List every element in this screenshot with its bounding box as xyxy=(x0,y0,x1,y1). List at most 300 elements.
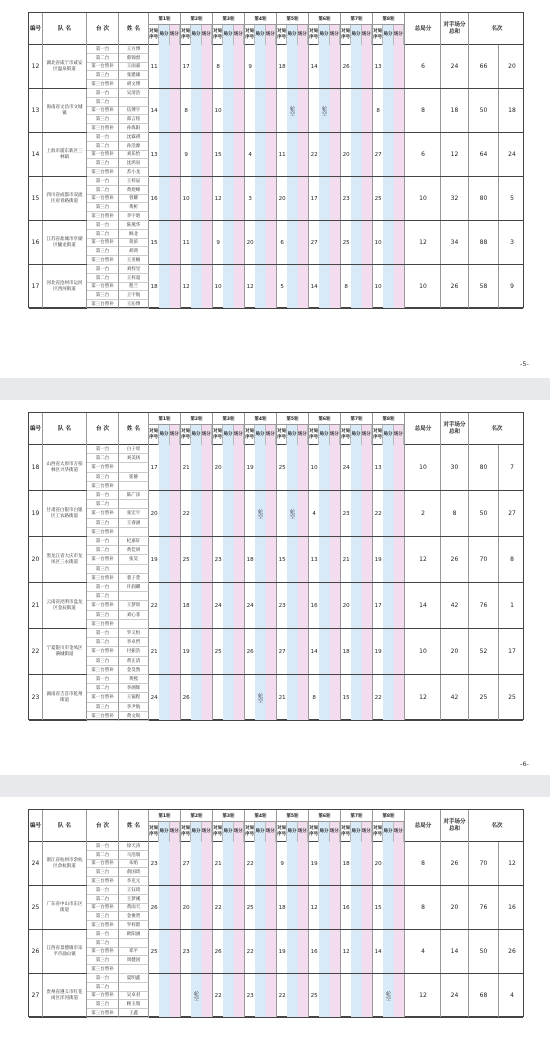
board-label: 第三台 xyxy=(87,1000,119,1009)
opponent-number: 19 xyxy=(374,648,382,655)
opponent-number: 23 xyxy=(342,195,350,202)
round-cell xyxy=(341,583,373,628)
total-game-score: 12 xyxy=(406,221,441,264)
game-score-column xyxy=(383,886,393,929)
match-score-column xyxy=(202,45,212,88)
round-cell xyxy=(181,886,213,929)
total-game-score: 14 xyxy=(406,583,441,628)
match-score-column xyxy=(362,89,372,132)
opponent-match-sum: 50 xyxy=(469,930,499,973)
team-row xyxy=(29,445,523,491)
total-game-score: 10 xyxy=(406,629,441,674)
match-score-column xyxy=(298,974,308,1017)
round-cell xyxy=(245,583,277,628)
round-cell xyxy=(213,491,245,536)
total-game-score: 10 xyxy=(406,265,441,308)
opponent-number: 22 xyxy=(246,860,254,867)
game-score-column xyxy=(319,177,329,220)
round-cell xyxy=(341,133,373,176)
opponent-number: 23 xyxy=(342,510,350,517)
player-name: 马浩瑞 xyxy=(119,851,149,860)
header-round xyxy=(341,413,373,445)
board-label: 第一台 xyxy=(87,89,119,98)
round-subheader: 场分 xyxy=(202,822,212,842)
game-score-column xyxy=(287,583,297,628)
match-score-column xyxy=(330,583,340,628)
team-number: 23 xyxy=(29,675,43,720)
total-game-score: 10 xyxy=(406,445,441,490)
board-label: 第二台 xyxy=(87,274,119,283)
match-score-column xyxy=(202,583,212,628)
opponent-number: 8 xyxy=(312,694,316,701)
round-subheader: 局分 xyxy=(223,425,233,445)
round-label: 第7轮 xyxy=(341,810,372,822)
game-score-column xyxy=(223,930,233,973)
opponent-number: 26 xyxy=(150,904,158,911)
match-score-column xyxy=(170,45,180,88)
game-score-column xyxy=(383,842,393,885)
team-name: 海南省文昌市文城镇 xyxy=(43,89,87,132)
match-score-column xyxy=(394,675,404,720)
match-score-column xyxy=(234,133,244,176)
round-cell xyxy=(181,265,213,308)
match-score-column xyxy=(202,675,212,720)
player-name: 罗义恒 xyxy=(119,629,149,638)
match-score-column xyxy=(170,675,180,720)
header-round xyxy=(149,13,181,45)
round-cell xyxy=(309,930,341,973)
opponent-number: 16 xyxy=(150,195,158,202)
board-label: 第二台 xyxy=(87,684,119,693)
opponent-match-sum: 25 xyxy=(469,675,499,720)
total-game-score: 8 xyxy=(406,842,441,885)
round-label: 第1轮 xyxy=(149,413,180,425)
round-subheader: 局分 xyxy=(159,25,169,45)
total-game-score: 12 xyxy=(406,537,441,582)
game-score-column xyxy=(191,177,201,220)
game-score-column xyxy=(191,221,201,264)
round-subheader: 场分 xyxy=(266,425,276,445)
round-subheader: 场分 xyxy=(234,25,244,45)
round-cell xyxy=(213,974,245,1017)
board-label: 第一台替补 xyxy=(87,992,119,1001)
round-subheader: 场分 xyxy=(234,822,244,842)
match-score-column xyxy=(394,886,404,929)
game-score-column xyxy=(159,177,169,220)
team-row xyxy=(29,629,523,675)
round-cell xyxy=(277,265,309,308)
match-score-column xyxy=(394,583,404,628)
match-score-column xyxy=(266,842,276,885)
opponent-number: 18 xyxy=(150,283,158,290)
player-name: 王雨嘉 xyxy=(119,63,149,72)
round-subheader: 场分 xyxy=(362,25,372,45)
round-cell xyxy=(277,89,309,132)
round-subheader: 对局序号 xyxy=(277,425,287,445)
opponent-number: 24 xyxy=(342,464,350,471)
player-name xyxy=(119,939,149,948)
table-header xyxy=(29,13,523,45)
game-score-column xyxy=(191,842,201,885)
player-name xyxy=(119,482,149,491)
round-label: 第6轮 xyxy=(309,13,340,25)
round-subheader: 对局序号 xyxy=(149,822,159,842)
opponent-number: 13 xyxy=(374,464,382,471)
round-label: 第2轮 xyxy=(181,810,212,822)
game-score-column xyxy=(191,89,201,132)
round-subheader: 对局序号 xyxy=(213,425,223,445)
opponent-match-sum: 50 xyxy=(469,89,499,132)
match-score-column xyxy=(394,842,404,885)
game-score-column xyxy=(383,445,393,490)
game-score-column xyxy=(255,265,265,308)
board-label: 第一台替补 xyxy=(87,904,119,913)
opponent-number: 23 xyxy=(246,992,254,999)
total-game-score: 12 xyxy=(406,974,441,1017)
player-name: 金昊然 xyxy=(119,666,149,675)
round-cell xyxy=(373,675,405,720)
opponent-number: 15 xyxy=(278,556,286,563)
match-score-column xyxy=(266,445,276,490)
round-cell xyxy=(149,177,181,220)
opponent-number: 11 xyxy=(150,63,158,70)
round-cell xyxy=(277,221,309,264)
header-round xyxy=(181,413,213,445)
opponent-number: 17 xyxy=(150,464,158,471)
round-label: 第2轮 xyxy=(181,13,212,25)
match-score-column xyxy=(170,629,180,674)
team-row xyxy=(29,491,523,537)
round-subheader: 对局序号 xyxy=(373,822,383,842)
board-label: 第三台替补 xyxy=(87,620,119,629)
opponent-number: 18 xyxy=(342,648,350,655)
match-score-column xyxy=(234,445,244,490)
player-name: 蒋滨 xyxy=(119,239,149,248)
board-label: 第三台 xyxy=(87,703,119,712)
match-score-column xyxy=(394,265,404,308)
game-score-column xyxy=(287,974,297,1017)
board-label: 第三台 xyxy=(87,115,119,124)
match-score-column xyxy=(170,133,180,176)
player-name: 郑言铭 xyxy=(119,115,149,124)
team-row xyxy=(29,265,523,309)
match-score-column xyxy=(362,583,372,628)
team-rank: 3 xyxy=(510,239,514,246)
game-score-column xyxy=(223,583,233,628)
opponent-number: 26 xyxy=(214,948,222,955)
match-score-column xyxy=(330,886,340,929)
header-no: 编号 xyxy=(29,13,43,45)
match-score-column xyxy=(362,221,372,264)
round-cell xyxy=(149,265,181,308)
opponent-number: 10 xyxy=(374,239,382,246)
team-rank: 26 xyxy=(508,948,516,955)
opponent-number: 20 xyxy=(342,151,350,158)
board-label: 第三台 xyxy=(87,956,119,965)
round-subheader: 局分 xyxy=(287,822,297,842)
opponent-score: 30 xyxy=(441,445,469,490)
round-subheader: 局分 xyxy=(351,822,361,842)
match-score-column xyxy=(394,491,404,536)
opponent-number: 16 xyxy=(310,948,318,955)
player-name: 罗梓锴 xyxy=(119,921,149,930)
opponent-number: 25 xyxy=(214,648,222,655)
opponent-number: 22 xyxy=(278,992,286,999)
team-rank: 16 xyxy=(508,904,516,911)
round-label: 第3轮 xyxy=(213,413,244,425)
opponent-number: 17 xyxy=(310,195,318,202)
board-label: 第一台替补 xyxy=(87,860,119,869)
game-score-column xyxy=(351,842,361,885)
round-subheader: 对局序号 xyxy=(309,25,319,45)
round-cell xyxy=(373,89,405,132)
round-cell xyxy=(309,265,341,308)
round-cell xyxy=(149,445,181,490)
round-cell xyxy=(277,842,309,885)
opponent-number: 21 xyxy=(182,464,190,471)
opponent-score: 24 xyxy=(441,974,469,1017)
opponent-number: 25 xyxy=(278,464,286,471)
match-score-column xyxy=(234,537,244,582)
round-subheader: 对局序号 xyxy=(213,822,223,842)
board-label: 第三台 xyxy=(87,611,119,620)
match-score-column xyxy=(202,265,212,308)
game-score-column xyxy=(223,842,233,885)
match-score-column xyxy=(266,221,276,264)
match-score-column xyxy=(330,445,340,490)
team-number: 19 xyxy=(29,491,43,536)
board-label: 第二台 xyxy=(87,851,119,860)
opponent-match-sum: 58 xyxy=(469,265,499,308)
board-label: 第一台替补 xyxy=(87,693,119,702)
match-score-column xyxy=(234,265,244,308)
player-name: 孙浩源 xyxy=(119,142,149,151)
game-score-column xyxy=(287,45,297,88)
round-subheader: 场分 xyxy=(266,822,276,842)
header-board: 台 次 xyxy=(87,413,119,445)
game-score-column xyxy=(287,445,297,490)
round-label: 第1轮 xyxy=(149,810,180,822)
board-label: 第三台替补 xyxy=(87,256,119,265)
score-table xyxy=(28,12,524,308)
opponent-score: 14 xyxy=(441,930,469,973)
opponent-number: 19 xyxy=(310,860,318,867)
player-name: 李宇晗 xyxy=(119,212,149,221)
round-subheader: 场分 xyxy=(394,822,404,842)
game-score-column xyxy=(159,583,169,628)
opponent-score: 12 xyxy=(441,133,469,176)
round-cell xyxy=(373,221,405,264)
match-score-column xyxy=(266,133,276,176)
player-name: 沈鸿泉 xyxy=(119,159,149,168)
game-score-column xyxy=(159,491,169,536)
game-score-column xyxy=(159,842,169,885)
game-score-column xyxy=(351,629,361,674)
board-label: 第三台 xyxy=(87,868,119,877)
score-table xyxy=(28,809,524,1017)
match-score-column xyxy=(202,886,212,929)
game-score-column xyxy=(319,265,329,308)
game-score-column xyxy=(191,629,201,674)
player-name xyxy=(119,983,149,992)
game-score-column xyxy=(223,89,233,132)
board-label: 第三台 xyxy=(87,71,119,80)
round-label: 第8轮 xyxy=(373,413,404,425)
round-subheader: 场分 xyxy=(298,822,308,842)
header-name: 姓 名 xyxy=(119,810,149,842)
match-score-column xyxy=(202,491,212,536)
opponent-number: 12 xyxy=(246,283,254,290)
board-label: 第一台替补 xyxy=(87,151,119,160)
team-rank: 25 xyxy=(508,694,516,701)
round-cell xyxy=(309,45,341,88)
match-score-column xyxy=(202,177,212,220)
player-name: 李克元 xyxy=(119,877,149,886)
game-score-column xyxy=(223,629,233,674)
game-score-column xyxy=(159,445,169,490)
round-subheader: 局分 xyxy=(383,25,393,45)
round-cell xyxy=(373,537,405,582)
game-score-column xyxy=(287,221,297,264)
match-score-column xyxy=(330,842,340,885)
team-rank: 24 xyxy=(508,151,516,158)
match-score-column xyxy=(234,886,244,929)
opponent-match-sum: 68 xyxy=(469,974,499,1017)
game-score-column xyxy=(319,491,329,536)
team-number: 14 xyxy=(29,133,43,176)
opponent-number: 12 xyxy=(182,283,190,290)
round-subheader: 场分 xyxy=(362,822,372,842)
board-label: 第三台替补 xyxy=(87,1009,119,1018)
header-opp: 对手场分总和 xyxy=(441,810,469,842)
header-round xyxy=(213,810,245,842)
match-score-column xyxy=(234,177,244,220)
round-cell xyxy=(149,842,181,885)
board-label: 第二台 xyxy=(87,142,119,151)
opponent-number: 18 xyxy=(182,602,190,609)
team-number: 26 xyxy=(29,930,43,973)
round-cell xyxy=(277,930,309,973)
round-cell xyxy=(213,675,245,720)
round-cell xyxy=(149,675,181,720)
player-name: 付振浩 xyxy=(119,647,149,656)
game-score-column xyxy=(191,45,201,88)
player-name: 王睿涵 xyxy=(119,519,149,528)
opponent-number: 14 xyxy=(310,283,318,290)
match-score-column xyxy=(394,930,404,973)
round-cell xyxy=(277,886,309,929)
game-score-column xyxy=(351,89,361,132)
board-label: 第一台 xyxy=(87,133,119,142)
player-name: 徐天涛 xyxy=(119,842,149,851)
player-name: 吴清浩 xyxy=(119,89,149,98)
player-name: 黄熙 xyxy=(119,675,149,684)
round-subheader: 局分 xyxy=(159,425,169,445)
round-cell xyxy=(309,974,341,1017)
round-cell xyxy=(341,974,373,1017)
player-name: 孙炼阳 xyxy=(119,124,149,133)
opponent-number: 17 xyxy=(182,63,190,70)
round-label: 第8轮 xyxy=(373,13,404,25)
game-score-column xyxy=(351,583,361,628)
round-cell xyxy=(309,221,341,264)
round-subheader: 局分 xyxy=(223,25,233,45)
round-cell xyxy=(213,445,245,490)
header-team: 队 名 xyxy=(43,413,87,445)
round-cell xyxy=(277,583,309,628)
opponent-number: 14 xyxy=(150,107,158,114)
board-label: 第一台 xyxy=(87,930,119,939)
game-score-column xyxy=(255,177,265,220)
board-label: 第一台替补 xyxy=(87,601,119,610)
header-name: 姓 名 xyxy=(119,413,149,445)
bye-label: 轮空 xyxy=(289,105,295,116)
round-cell xyxy=(341,491,373,536)
round-cell xyxy=(373,45,405,88)
team-number: 25 xyxy=(29,886,43,929)
round-subheader: 局分 xyxy=(287,425,297,445)
game-score-column xyxy=(255,974,265,1017)
header-round xyxy=(309,810,341,842)
match-score-column xyxy=(170,265,180,308)
opponent-number: 13 xyxy=(150,151,158,158)
round-subheader: 对局序号 xyxy=(277,822,287,842)
match-score-column xyxy=(330,45,340,88)
opponent-number: 8 xyxy=(376,107,380,114)
game-score-column xyxy=(159,133,169,176)
round-cell xyxy=(341,89,373,132)
game-score-column xyxy=(223,445,233,490)
round-cell xyxy=(373,445,405,490)
board-label: 第三台替补 xyxy=(87,80,119,89)
opponent-score: 42 xyxy=(441,583,469,628)
player-name: 顾玉瑞 xyxy=(119,1000,149,1009)
board-label: 第一台 xyxy=(87,974,119,983)
team-number: 17 xyxy=(29,265,43,308)
game-score-column xyxy=(223,537,233,582)
round-cell xyxy=(181,491,213,536)
opponent-score: 26 xyxy=(441,537,469,582)
team-row xyxy=(29,133,523,177)
opponent-number: 11 xyxy=(182,239,190,246)
round-cell xyxy=(213,629,245,674)
round-cell xyxy=(181,974,213,1017)
table-header xyxy=(29,810,523,842)
game-score-column xyxy=(191,930,201,973)
opponent-number: 15 xyxy=(374,904,382,911)
round-subheader: 场分 xyxy=(330,822,340,842)
board-label: 第三台 xyxy=(87,565,119,574)
round-subheader: 对局序号 xyxy=(373,25,383,45)
game-score-column xyxy=(191,491,201,536)
round-cell xyxy=(181,177,213,220)
match-score-column xyxy=(330,89,340,132)
player-name: 欧阳涵 xyxy=(119,930,149,939)
round-cell xyxy=(373,886,405,929)
opponent-number xyxy=(341,89,351,132)
round-label: 第3轮 xyxy=(213,810,244,822)
board-label: 第一台替补 xyxy=(87,239,119,248)
game-score-column xyxy=(255,629,265,674)
round-cell xyxy=(373,629,405,674)
match-score-column xyxy=(330,133,340,176)
round-cell xyxy=(149,537,181,582)
match-score-column xyxy=(170,583,180,628)
match-score-column xyxy=(330,930,340,973)
opponent-number: 3 xyxy=(248,195,252,202)
round-cell xyxy=(373,842,405,885)
team-rank: 18 xyxy=(508,107,516,114)
